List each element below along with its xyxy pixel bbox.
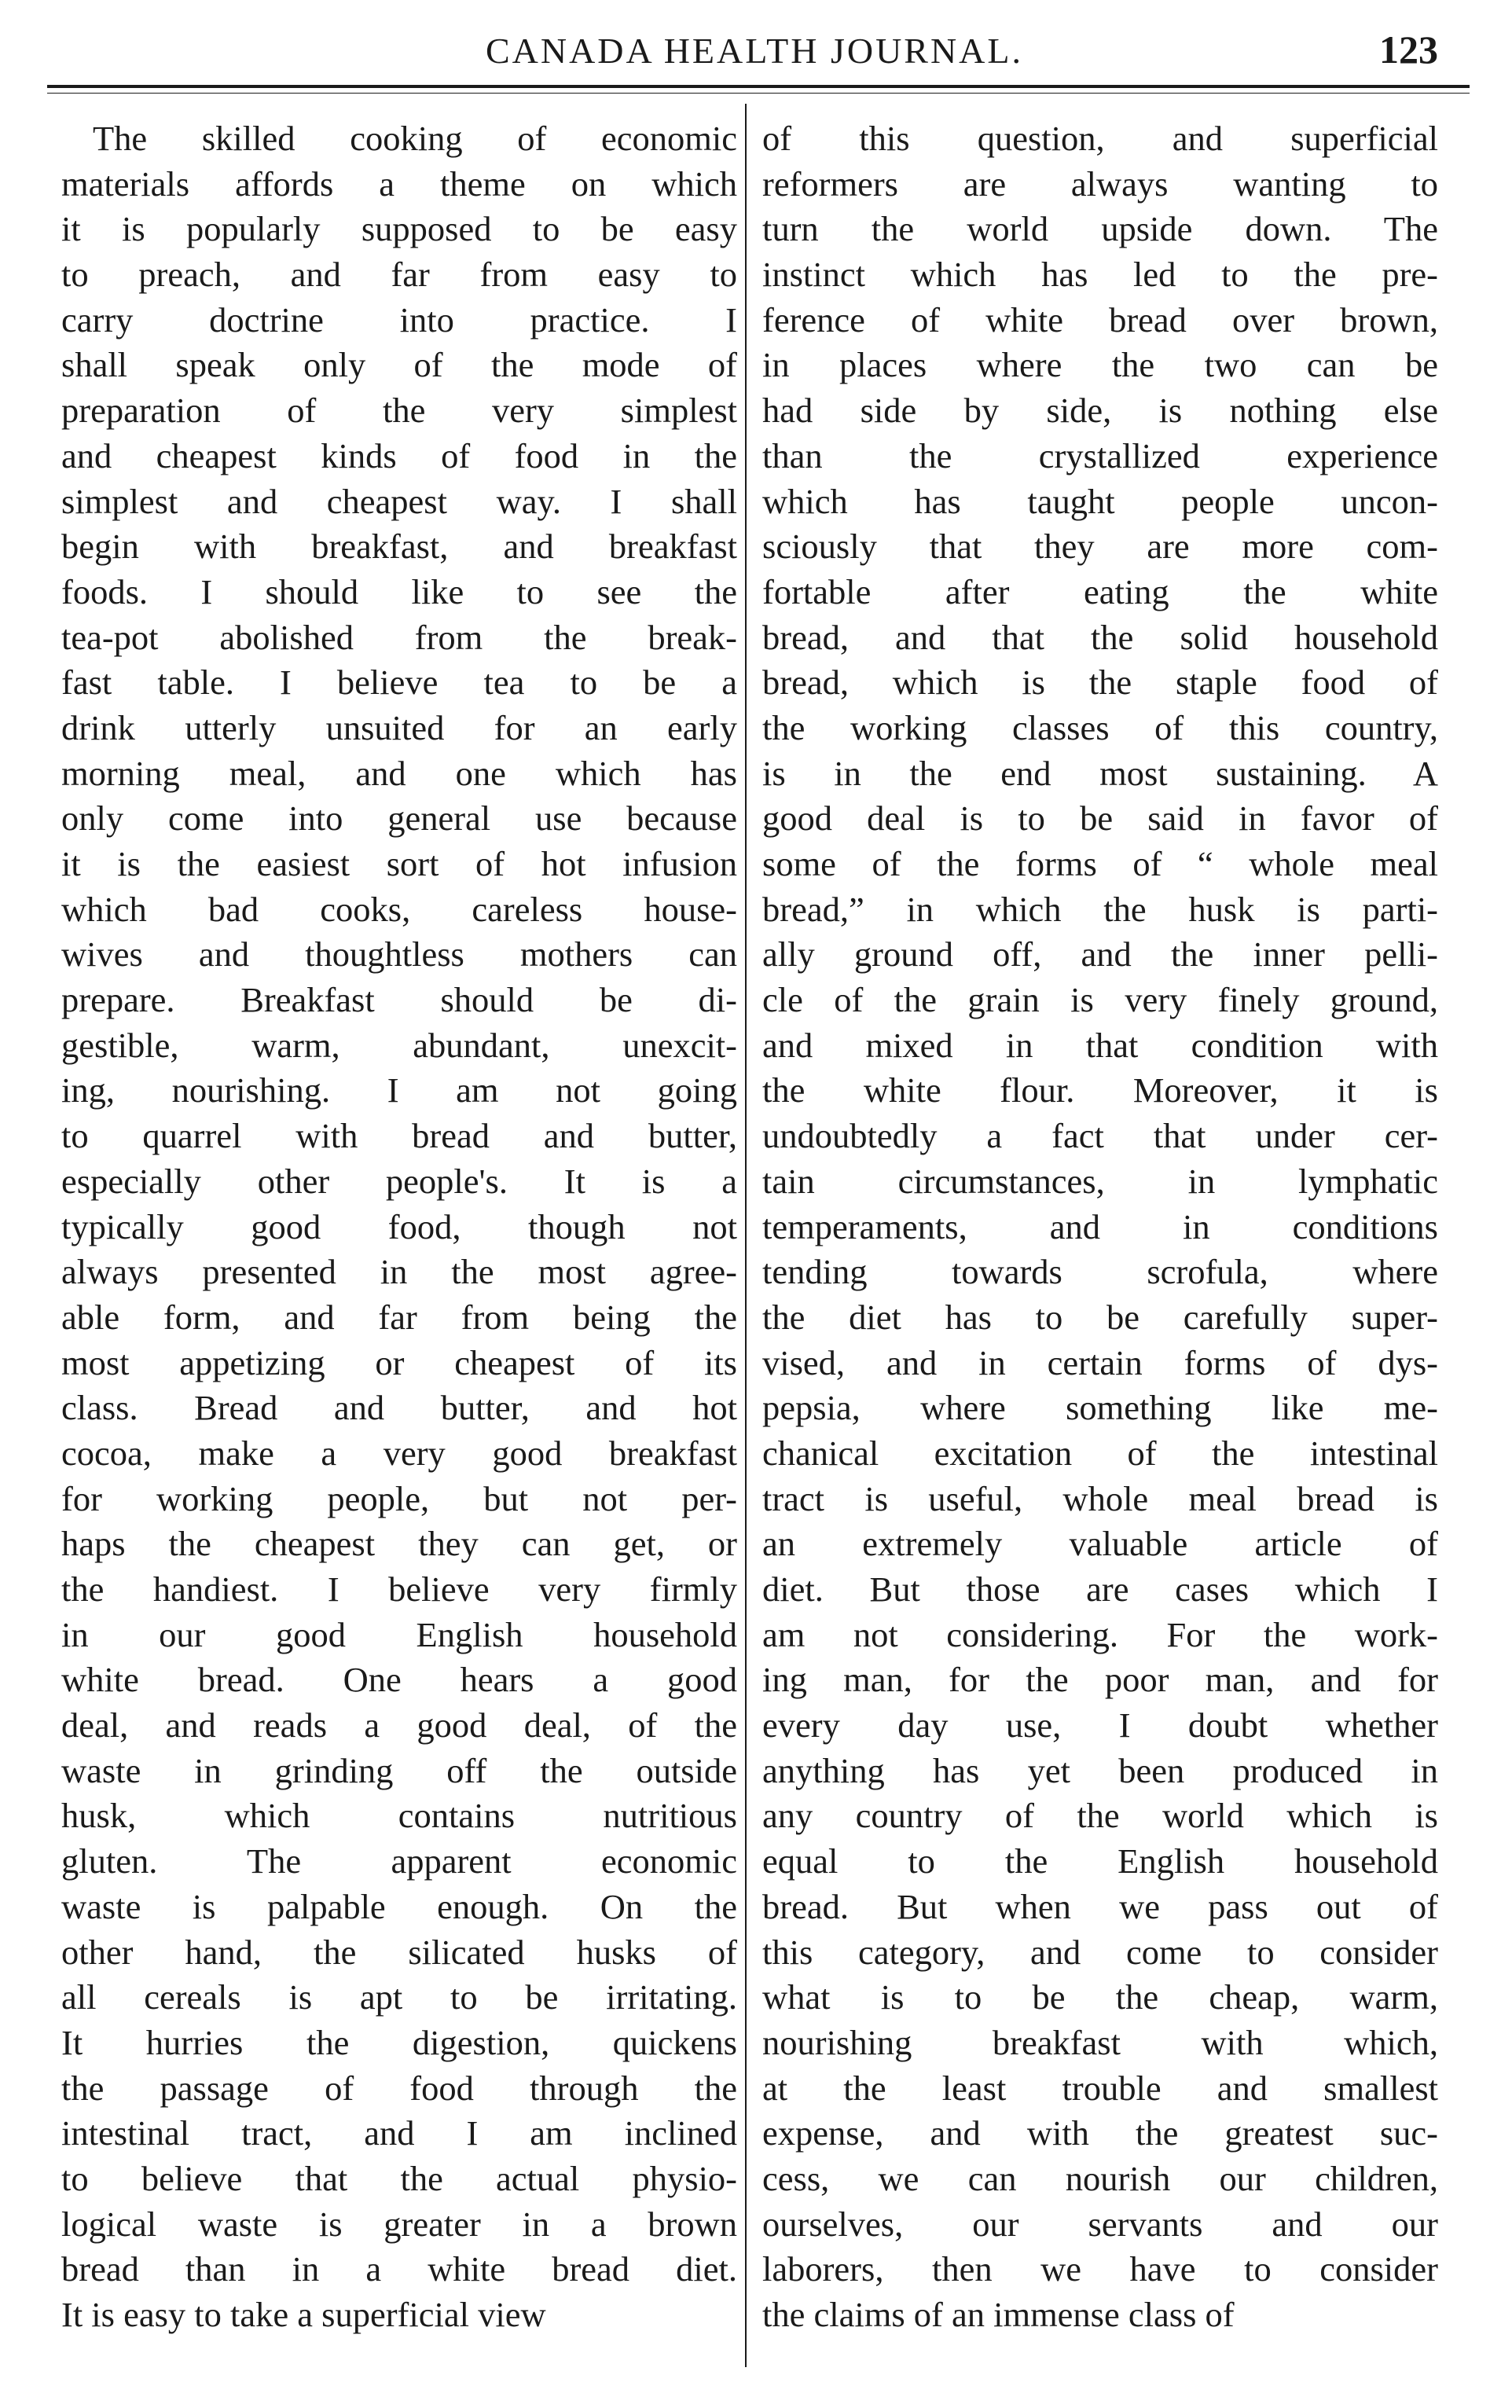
text-line: tain circumstances, in lymphatic [762, 1161, 1438, 1201]
text-line: It is easy to take a superficial view [61, 2295, 546, 2334]
page-number: 123 [1379, 28, 1438, 72]
text-line: begin with breakfast, and breakfast [61, 527, 737, 567]
text-line: and mixed in that condition with [762, 1025, 1438, 1065]
text-line: the passage of food through the [61, 2068, 737, 2108]
text-line: gestible, warm, abundant, unexcit- [61, 1025, 737, 1065]
text-line: good deal is to be said in favor of [762, 798, 1438, 839]
text-line: which has taught people uncon- [762, 481, 1438, 521]
text-line: class. Bread and butter, and hot [61, 1388, 737, 1428]
text-line: deal, and reads a good deal, of the [61, 1705, 737, 1745]
text-line: bread. But when we pass out of [762, 1886, 1438, 1926]
text-line: is in the end most sustaining. A [762, 753, 1438, 793]
text-line: morning meal, and one which has [61, 753, 737, 793]
text-line: chanical excitation of the intestinal [762, 1433, 1438, 1473]
text-line: the working classes of this country, [762, 707, 1438, 747]
text-line: anything has yet been produced in [762, 1750, 1438, 1790]
text-line: pepsia, where something like me- [762, 1388, 1438, 1428]
text-line: ourselves, our servants and our [762, 2204, 1438, 2244]
text-line: bread, and that the solid household [762, 617, 1438, 657]
text-line: and cheapest kinds of food in the [61, 435, 737, 475]
text-line: ally ground off, and the inner pelli- [762, 934, 1438, 975]
text-line: for working people, but not per- [61, 1478, 737, 1518]
text-line: fortable after eating the white [762, 571, 1438, 611]
text-line: laborers, then we have to consider [762, 2249, 1438, 2289]
text-line: simplest and cheapest way. I shall [61, 481, 737, 521]
text-line: the white flour. Moreover, it is [762, 1070, 1438, 1110]
right-column [762, 116, 1438, 2338]
text-line: the claims of an immense class of [762, 2295, 1235, 2334]
text-line: carry doctrine into practice. I [61, 299, 737, 340]
text-line: ference of white bread over brown, [762, 299, 1438, 340]
text-line: cess, we can nourish our children, [762, 2158, 1438, 2198]
text-line: drink utterly unsuited for an early [61, 707, 737, 747]
text-line: tea-pot abolished from the break- [61, 617, 737, 657]
text-line: wives and thoughtless mothers can [61, 934, 737, 975]
text-line: tract is useful, whole meal bread is [762, 1478, 1438, 1518]
text-line: instinct which has led to the pre- [762, 255, 1438, 295]
text-line: every day use, I doubt whether [762, 1705, 1438, 1745]
text-line: able form, and far from being the [61, 1297, 737, 1337]
text-line: bread,” in which the husk is parti- [762, 889, 1438, 929]
text-line: what is to be the cheap, warm, [762, 1977, 1438, 2017]
text-line: at the least trouble and smallest [762, 2068, 1438, 2108]
text-line: some of the forms of “ whole meal [762, 844, 1438, 883]
column-divider [745, 104, 747, 2367]
text-line: it is popularly supposed to be easy [61, 209, 737, 249]
text-line: than the crystallized experience [762, 435, 1438, 475]
text-line: intestinal tract, and I am inclined [61, 2113, 737, 2153]
text-line: most appetizing or cheapest of its [61, 1342, 737, 1382]
text-line: The skilled cooking of economic [93, 119, 737, 158]
text-line: an extremely valuable article of [762, 1524, 1438, 1564]
text-line: all cereals is apt to be irritating. [61, 1977, 737, 2017]
text-line: which bad cooks, careless house- [61, 889, 737, 929]
text-line: the diet has to be carefully super- [762, 1297, 1438, 1337]
text-line: of this question, and superficial [762, 119, 1438, 158]
text-line: reformers are always wanting to [762, 163, 1438, 204]
text-line: to quarrel with bread and butter, [61, 1116, 737, 1156]
text-line: temperaments, and in conditions [762, 1206, 1438, 1246]
text-line: am not considering. For the work- [762, 1614, 1438, 1654]
text-line: nourishing breakfast with which, [762, 2022, 1438, 2062]
header-rule [47, 85, 1470, 88]
text-line: bread, which is the staple food of [762, 663, 1438, 703]
text-line: fast table. I believe tea to be a [61, 663, 737, 703]
text-line: cocoa, make a very good breakfast [61, 1433, 737, 1473]
text-line: it is the easiest sort of hot infusion [61, 844, 737, 883]
text-line: had side by side, is nothing else [762, 391, 1438, 431]
text-line: equal to the English household [762, 1841, 1438, 1881]
text-line: any country of the world which is [762, 1796, 1438, 1836]
text-line: materials affords a theme on which [61, 163, 737, 204]
text-line: sciously that they are more com- [762, 527, 1438, 567]
text-line: vised, and in certain forms of dys- [762, 1342, 1438, 1382]
left-column [61, 116, 737, 2338]
text-line: It hurries the digestion, quickens [61, 2022, 737, 2062]
text-line: waste is palpable enough. On the [61, 1886, 737, 1926]
text-line: logical waste is greater in a brown [61, 2204, 737, 2244]
text-line: always presented in the most agree- [61, 1252, 737, 1292]
text-line: the handiest. I believe very firmly [61, 1569, 737, 1609]
text-line: cle of the grain is very finely ground, [762, 980, 1438, 1020]
text-line: bread than in a white bread diet. [61, 2249, 737, 2289]
text-line: husk, which contains nutritious [61, 1796, 737, 1836]
text-line: other hand, the silicated husks of [61, 1932, 737, 1972]
text-line: ing man, for the poor man, and for [762, 1660, 1438, 1700]
text-line: waste in grinding off the outside [61, 1750, 737, 1790]
text-line: to believe that the actual physio- [61, 2158, 737, 2198]
text-line: haps the cheapest they can get, or [61, 1524, 737, 1564]
text-line: white bread. One hears a good [61, 1660, 737, 1700]
text-line: this category, and come to consider [762, 1932, 1438, 1972]
text-line: ing, nourishing. I am not going [61, 1070, 737, 1110]
text-line: prepare. Breakfast should be di- [61, 980, 737, 1020]
running-title: CANADA HEALTH JOURNAL. [485, 31, 1024, 71]
text-line: in places where the two can be [762, 345, 1438, 385]
text-line: preparation of the very simplest [61, 391, 737, 431]
text-line: typically good food, though not [61, 1206, 737, 1246]
text-line: especially other people's. It is a [61, 1161, 737, 1201]
text-line: to preach, and far from easy to [61, 255, 737, 295]
text-line: in our good English household [61, 1614, 737, 1654]
text-line: only come into general use because [61, 798, 737, 839]
text-line: tending towards scrofula, where [762, 1252, 1438, 1292]
text-line: diet. But those are cases which I [762, 1569, 1438, 1609]
text-line: foods. I should like to see the [61, 571, 737, 611]
page-header [47, 24, 1462, 79]
text-line: expense, and with the greatest suc- [762, 2113, 1438, 2153]
text-line: gluten. The apparent economic [61, 1841, 737, 1881]
header-rule-thin [47, 93, 1470, 94]
text-line: shall speak only of the mode of [61, 345, 737, 385]
text-line: turn the world upside down. The [762, 209, 1438, 249]
text-line: undoubtedly a fact that under cer- [762, 1116, 1438, 1156]
